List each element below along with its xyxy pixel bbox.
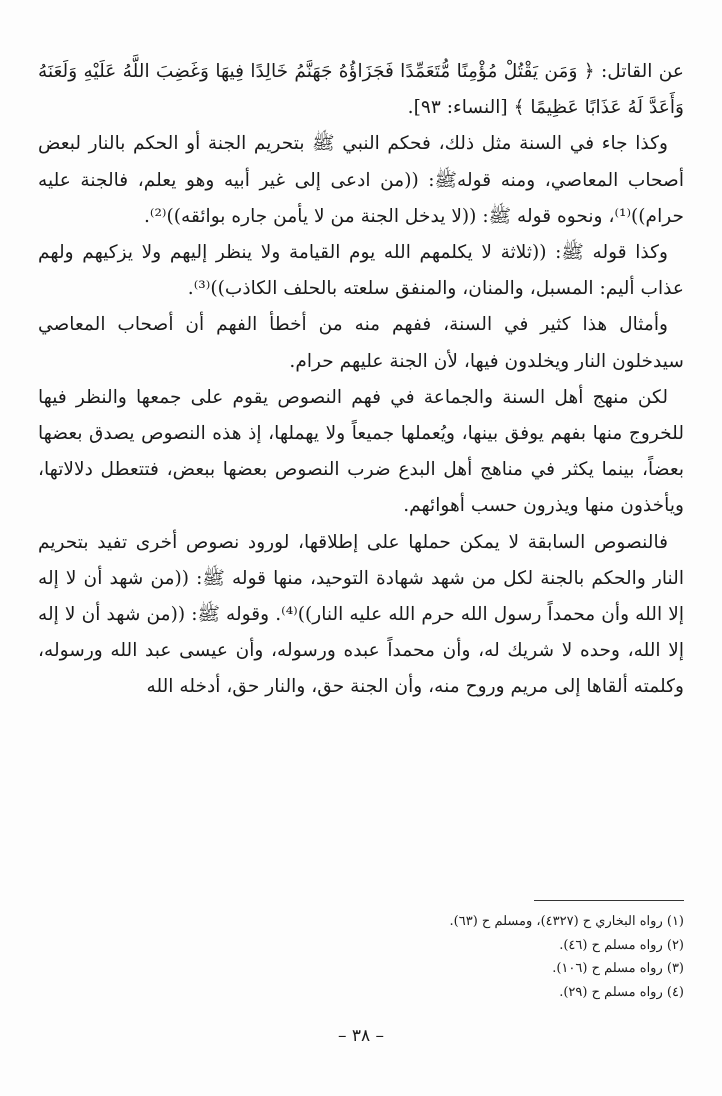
footnote: (٣) رواه مسلم ح (١٠٦). [552,961,684,976]
footnotes [38,910,684,1004]
footnote: (٢) رواه مسلم ح (٤٦). [559,937,684,953]
paragraph: وكذا جاء في السنة مثل ذلك، فحكم النبي ﷺ بتحريم الجنة أو الحكم بالنار لبعض أصحاب المعاصي، ومنه قولهﷺ: ((من ادعى إلى غير أبيه وهو يعلم، فالجنة عليه حرام))⁽¹⁾، ونحوه قوله ﷺ: ((لا يدخل الجنة من لا يأمن جاره بوائقه))⁽²⁾. [38,133,684,227]
paragraph: وأمثال هذا كثير في السنة، ففهم منه من أخطأ الفهم أن أصحاب المعاصي سيدخلون النار ويخلدون فيها، لأن الجنة عليهم حرام. [38,314,684,372]
footnote-divider [534,900,684,901]
body-text [38,54,684,706]
paragraph: عن القاتل: ﴿ وَمَن يَقْتُلْ مُؤْمِنًا مُّتَعَمِّدًا فَجَزَاؤُهُ جَهَنَّمُ خَالِدًا فِيهَا وَغَضِبَ اللَّهُ عَلَيْهِ وَلَعَنَهُ وَأَعَدَّ لَهُ عَذَابًا عَظِيمًا ﴾ [النساء: ٩٣]. [38,61,684,119]
paragraph: وكذا قوله ﷺ: ((ثلاثة لا يكلمهم الله يوم القيامة ولا ينظر إليهم ولا يزكيهم ولهم عذاب أليم: المسبل، والمنان، والمنفق سلعته بالحلف الكاذب))⁽³⁾. [38,242,684,300]
footnote: (١) رواه البخاري ح (٤٣٢٧)، ومسلم ح (٦٣). [449,914,684,929]
paragraph: لكن منهج أهل السنة والجماعة في فهم النصوص يقوم على جمعها والنظر فيها للخروج منها بفهم يوفق بينها، ويُعملها جميعاً ولا يهملها، إذ هذه النصوص يصدق بعضها بعضاً، بينما يكثر في مناهج أهل البدع ضرب النصوص بعضها ببعض، فتتعطل دلالاتها، ويأخذون منها ويذرون حسب أهوائهم. [38,386,684,517]
page-number: – ٣٨ – [337,1026,385,1046]
footnote: (٤) رواه مسلم ح (٢٩). [559,984,684,1000]
paragraph: فالنصوص السابقة لا يمكن حملها على إطلاقها، لورود نصوص أخرى تفيد بتحريم النار والحكم بالجنة لكل من شهد شهادة التوحيد، منها قوله ﷺ: ((من شهد أن لا إله إلا الله وأن محمداً رسول الله حرم الله عليه النار))⁽⁴⁾. وقوله ﷺ: ((من شهد أن لا إله إلا الله، وحده لا شريك له، وأن محمداً عبده ورسوله، وأن عيسى عبد الله ورسوله، وكلمته ألقاها إلى مريم وروح منه، وأن الجنة حق، والنار حق، أدخله الله [38,531,684,698]
